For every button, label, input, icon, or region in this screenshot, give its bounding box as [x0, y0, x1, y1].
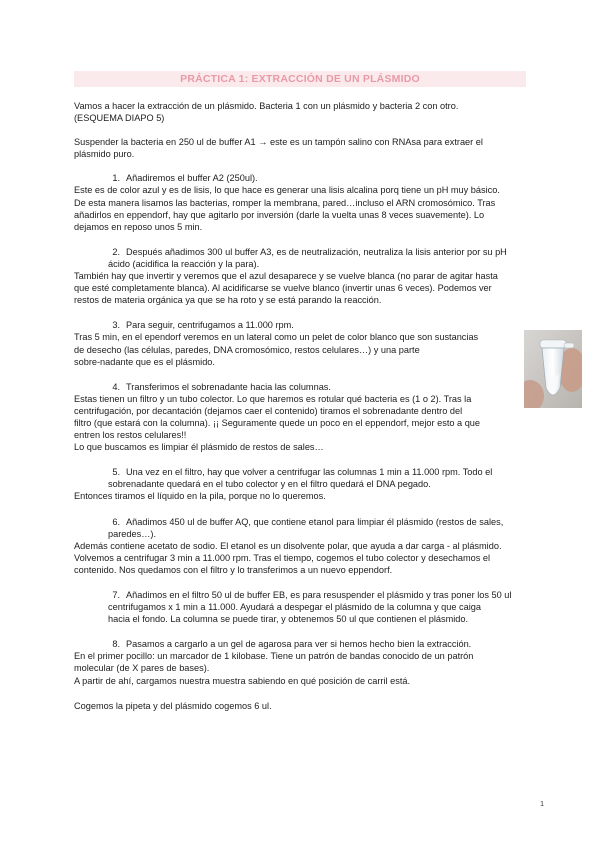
- step-text: dejamos en reposo unos 5 min.: [74, 221, 203, 232]
- step-text: que esté completamente blanca). Al acidificarse se vuelve blanco (invertir unas 6 veces). Podemos ver: [74, 283, 492, 294]
- step-number: 1.: [112, 173, 120, 184]
- step-heading: Después añadimos 300 ul buffer A3, es de neutralización, neutraliza la lisis anterior por su pH: [126, 246, 507, 257]
- step-text: restos de materia orgánica ya que se ha roto y se está parando la reacción.: [74, 295, 382, 306]
- step-heading: Transferimos el sobrenadante hacia las columnas.: [126, 381, 331, 392]
- step-number: 8.: [112, 639, 120, 650]
- step-3: [74, 319, 544, 367]
- step-text: A partir de ahí, cargamos nuestra muestra sabiendo en qué posición de carril está.: [74, 675, 411, 686]
- intro-line: Vamos a hacer la extracción de un plásmido. Bacteria 1 con un plásmido y bacteria 2 con otro.: [74, 101, 459, 111]
- closing-line: Cogemos la pipeta y del plásmido cogemos 6 ul.: [74, 700, 272, 711]
- intro-line: (ESQUEMA DIAPO 5): [74, 113, 165, 124]
- step-text: De esta manera lisamos las bacterias, romper la membrana, pared…incluso el ARN cromosómico. Tras: [74, 197, 496, 208]
- step-heading: Añadiremos el buffer A2 (250ul).: [126, 173, 258, 184]
- step-heading: Pasamos a cargarlo a un gel de agarosa para ver si hemos hecho bien la extracción.: [126, 639, 472, 650]
- step-number: 6.: [112, 516, 120, 527]
- step-text: Entonces tiramos el líquido en la pila, porque no lo queremos.: [74, 491, 326, 502]
- step-text: añadirlos en eppendorf, hay que agitarlo por inversión (darle la vuelta unas 8 veces suavemente). Lo: [74, 209, 485, 220]
- step-5: [74, 466, 544, 502]
- step-heading: Una vez en el filtro, hay que volver a centrifugar las columnas 1 min a 11.000 rpm. Todo el: [126, 467, 493, 478]
- step-text: entren los restos celulares!!: [74, 430, 187, 441]
- step-text: También hay que invertir y veremos que el azul desaparece y se vuelve blanca (no parar de agitar hasta: [74, 271, 498, 282]
- step-text: Volvemos a centrifugar 3 min a 11.000 rpm. Tras el tiempo, cogemos el tubo colector y desechamos el: [74, 552, 491, 563]
- step-text: de desecho (las células, paredes, DNA cromosómico, restos celulares…) y una parte: [74, 344, 420, 355]
- step-1: [74, 172, 544, 232]
- step-heading: Para seguir, centrifugamos a 11.000 rpm.: [126, 320, 294, 331]
- step-number: 7.: [112, 590, 120, 600]
- step-number: 5.: [112, 467, 120, 478]
- step-number: 2.: [112, 246, 120, 257]
- step-7: [74, 589, 544, 625]
- step-text: En el primer pocillo: un marcador de 1 kilobase. Tiene un patrón de bandas conocido de un patrón: [74, 651, 474, 662]
- page-number: 1: [540, 801, 544, 808]
- step-4: [74, 381, 544, 454]
- step-text: centrifugación, por decantación (dejamos caer el contenido) tiramos el sobrenadante dentro del: [74, 405, 463, 416]
- step-text: Además contiene acetato de sodio. El etanol es un disolvente polar, que ayuda a dar carga - al plásmido.: [74, 540, 502, 551]
- buffer-a1-line: plásmido puro.: [74, 149, 135, 160]
- eppendorf-tube-photo: [524, 330, 582, 408]
- step-heading-cont: hacia el fondo. La columna se puede tirar, y obtenemos 50 ul que contienen el plásmido.: [108, 614, 469, 625]
- buffer-a1-line: Suspender la bacteria en 250 ul de buffer A1 → este es un tampón salino con RNAsa para extraer el: [74, 137, 483, 148]
- step-text: molecular (de X pares de bases).: [74, 663, 210, 674]
- step-heading-cont: paredes…).: [108, 528, 157, 539]
- step-text: contenido. Nos quedamos con el filtro y lo transferimos a un nuevo eppendorf.: [74, 564, 393, 575]
- document-body: [74, 100, 544, 712]
- step-text: Tras 5 min, en el ependorf veremos en un lateral como un pelet de color blanco que son sustancias: [74, 332, 479, 343]
- step-6: [74, 516, 544, 576]
- step-heading-cont: centrifugamos x 1 min a 11.000. Ayudará a despegar el plásmido de la columna y que caiga: [108, 602, 482, 613]
- step-heading: Añadimos 450 ul de buffer AQ, que contiene etanol para limpiar él plásmido (restos de sales,: [126, 516, 504, 527]
- step-text: Estas tienen un filtro y un tubo colector. Lo que haremos es rotular qué bacteria es (1 o 2). Tras la: [74, 393, 472, 404]
- step-heading-cont: sobrenadante quedará en el tubo colector y en el filtro quedará el DNA pegado.: [108, 479, 431, 490]
- step-text: Lo que buscamos es limpiar él plásmido de restos de sales…: [74, 442, 324, 453]
- step-2: [74, 246, 544, 306]
- step-heading-cont: ácido (acidifica la reacción y la para).: [108, 258, 260, 269]
- title-banner: [74, 71, 526, 87]
- step-number: 3.: [112, 320, 120, 331]
- step-text: Este es de color azul y es de lisis, lo que hace es generar una lisis alcalina porq tiene un pH muy básico.: [74, 185, 500, 196]
- eppendorf-tube-image: [524, 330, 582, 408]
- step-text: filtro (que estará con la columna). ¡¡ Seguramente quede un poco en el eppendorf, mejor esto a que: [74, 417, 481, 428]
- page-title: PRÁCTICA 1: EXTRACCIÓN DE UN PLÁSMIDO: [180, 73, 420, 85]
- step-heading: Añadimos en el filtro 50 ul de buffer EB, es para resuspender el plásmido y tras poner los 50 ul: [126, 590, 512, 600]
- step-number: 4.: [112, 381, 120, 392]
- step-text: sobre-nadante que es el plásmido.: [74, 356, 215, 367]
- step-8: [74, 638, 544, 686]
